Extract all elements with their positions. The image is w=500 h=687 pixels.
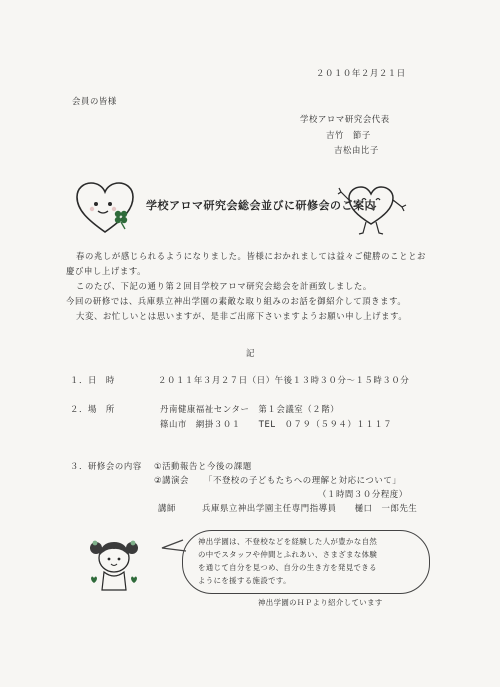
bubble-line-1: 神出学園は、不登校などを経験した人が豊かな自然 xyxy=(198,537,378,546)
body-line-5: 大変、お忙しいとは思いますが、是非ご出席下さいますようお願い申し上げます。 xyxy=(76,311,408,321)
girl-character-icon xyxy=(86,534,142,594)
body-line-3: このたび、下記の通り第２回目学校アロマ研究会総会を計画致しました。 xyxy=(76,281,372,291)
item-content-1: ①活動報告と今後の課題 xyxy=(154,461,252,471)
body-line-2: 慶び申し上げます。 xyxy=(66,266,147,276)
document-title: 学校アロマ研究会総会並びに研修会のご案内 xyxy=(146,199,376,212)
ki-heading: 記 xyxy=(246,348,255,358)
item-content-2-title: 「不登校の子どもたちへの理解と対応について」 xyxy=(204,475,402,485)
item-date-label: １．日 時 xyxy=(70,375,115,385)
document-date: ２０１０年２月２１日 xyxy=(316,68,406,78)
item-place-value-2: 篠山市 網掛３０１ TEL ０７９（５９４）１１１７ xyxy=(160,419,393,429)
lecturer-label: 講師 xyxy=(158,503,176,513)
bubble-line-3: を通じて自分を見つめ、自分の生き方を発見できる xyxy=(198,563,377,572)
heart-character-icon xyxy=(338,180,408,236)
sender-name-1: 吉竹 節子 xyxy=(326,130,371,140)
item-content-2-label: ②講演会 xyxy=(154,475,190,485)
lecturer-value: 兵庫県立神出学園主任専門指導員 樋口 一郎先生 xyxy=(202,503,418,513)
footer-note: 神出学園のＨＰより紹介しています xyxy=(258,598,383,607)
item-content-label: ３．研修会の内容 xyxy=(70,461,142,471)
item-place-value-1: 丹南健康福祉センター 第１会議室（２階） xyxy=(160,404,340,414)
recipient: 会員の皆様 xyxy=(72,96,117,106)
item-date-value: ２０１１年３月２７日（日）午後１３時３０分～１５時３０分 xyxy=(158,375,410,385)
body-line-1: 春の兆しが感じられるようになりました。皆様におかれましては益々ご健勝のこととお xyxy=(76,251,427,261)
item-place-label: ２．場 所 xyxy=(70,404,115,414)
bubble-line-2: の中でスタッフや仲間とふれあい、さまざまな体験 xyxy=(198,550,378,559)
sender-org: 学校アロマ研究会代表 xyxy=(300,114,390,124)
body-line-4: 今回の研修では、兵庫県立神出学園の素敵な取り組みのお話を御紹介して頂きます。 xyxy=(66,296,407,306)
bubble-line-4: ようにを援する施設です。 xyxy=(198,576,291,585)
item-content-2-duration: （１時間３０分程度） xyxy=(318,489,408,499)
sender-name-2: 吉松由比子 xyxy=(334,145,379,155)
heart-clover-icon xyxy=(74,180,136,236)
